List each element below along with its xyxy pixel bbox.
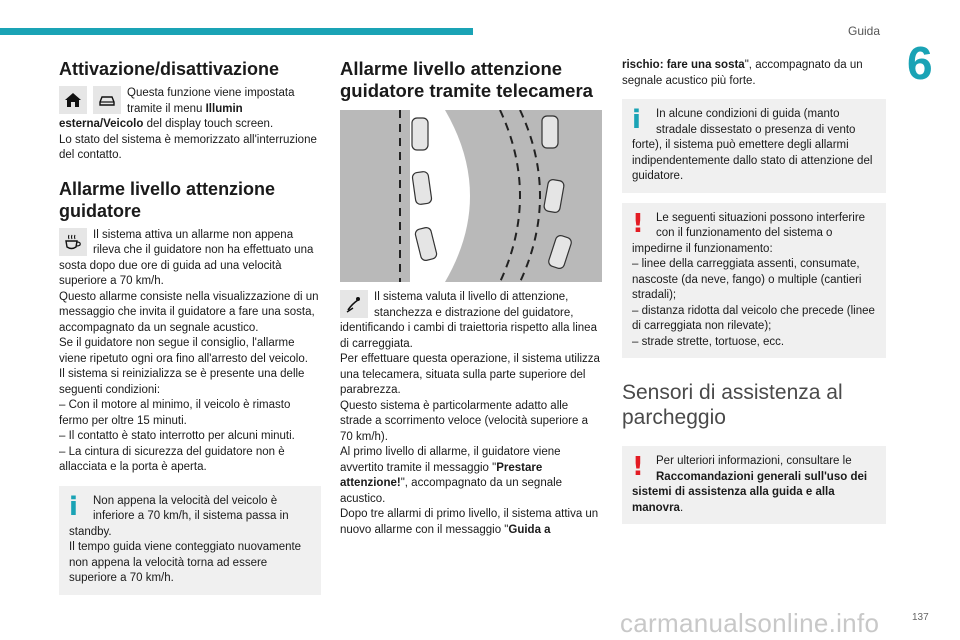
camera-text-1: Il sistema valuta il livello di attenzione, stanchezza e distrazione del guidatore, identificando i cambi di traiettoria rispetto alla linea di carreggiata. [340, 291, 597, 350]
reset-condition-3: – La cintura di sicurezza del guidatore non è allacciata e la porta è aperta. [59, 445, 285, 473]
warning-icon: ! [632, 208, 644, 239]
heading-parking-sensors: Sensori di assistenza al parcheggio [622, 381, 843, 429]
activation-text-post: del display touch screen. [143, 118, 274, 130]
warning-item-3: – strade strette, tortuose, ecc. [632, 335, 785, 348]
camera-alert-msg-2: Guida a [508, 523, 551, 536]
warning-note-sensors [622, 446, 886, 524]
activation-text-pre: Questa funzione viene impostata tramite il menu [127, 87, 295, 115]
reset-condition-1: – Con il motore al minimo, il veicolo è rimasto fermo per oltre 15 minuti. [59, 399, 291, 427]
chapter-number: 6 [907, 37, 933, 89]
warning-item-1: – linee della carreggiata assenti, consumate, nascoste (da neve, fango) o multiple (cantieri stradali); [632, 258, 862, 301]
heading-camera-alert: Allarme livello attenzione guidatore tramite telecamera [340, 58, 593, 101]
warning-intro: Le seguenti situazioni possono interferire con il funzionamento del sistema o impedirne il funzionamento: [632, 211, 866, 255]
steering-hand-icon [340, 290, 368, 318]
page-number: 137 [912, 612, 929, 623]
camera-text-2: Per effettuare questa operazione, il sistema utilizza una telecamera, situata sulla parte superiore del parabrezza. [340, 353, 600, 396]
info-note-standby [59, 486, 321, 595]
heading-driver-alert: Allarme livello attenzione guidatore [59, 178, 276, 221]
activation-memo: Lo stato del sistema è memorizzato all'interruzione del contatto. [59, 133, 317, 161]
warning-note-interference [622, 203, 886, 359]
driver-alert-reset: Il sistema si reinizializza se è presente una delle seguenti condizioni: [59, 368, 305, 396]
heading-activation: Attivazione/disattivazione [59, 59, 280, 79]
info-icon: i [632, 105, 641, 135]
warning-icon: ! [632, 452, 644, 482]
top-accent-bar [0, 28, 473, 35]
camera-alert-msg-2-cont: rischio: fare una sosta [622, 59, 745, 71]
camera-text-3: Questo sistema è particolarmente adatto alle strade a scorrimento veloce (velocità superiore a 70 km/h). [340, 399, 589, 443]
info-icon: i [69, 491, 78, 522]
info-note-conditions [622, 99, 886, 193]
coffee-cup-icon [59, 228, 87, 256]
info-note-text-2: Il tempo guida viene conteggiato nuovamente non appena la velocità torna ad essere superiore a 70 km/h. [69, 541, 302, 584]
car-lights-icon [93, 86, 121, 114]
camera-alert-msg-1: Prestare attenzione! [340, 461, 543, 489]
info-note-conditions-text: In alcune condizioni di guida (manto stradale dissestato o presenza di vento forte), il sistema può emettere degli allarmi indipendentemente dallo stato di attenzione del guidatore. [632, 108, 873, 182]
camera-text-4-pre: Al primo livello di allarme, il guidatore viene avvertito tramite il messaggio " [340, 446, 561, 474]
home-icon [59, 86, 87, 114]
reset-condition-2: – Il contatto è stato interrotto per alcuni minuti. [59, 430, 295, 442]
driver-alert-repeat: Se il guidatore non segue il consiglio, l'allarme viene ripetuto ogni ora fino all'arresto del veicolo. [59, 337, 308, 365]
watermark: carmanualsonline.info [620, 608, 880, 638]
camera-text-4-post: ", accompagnato da un segnale acustico. [340, 477, 563, 505]
column-2 [340, 58, 602, 538]
sensors-text-pre: Per ulteriori informazioni, consultare le [656, 455, 852, 467]
lane-camera-illustration [340, 110, 602, 282]
section-title: Guida [848, 24, 881, 38]
sensors-reference: Raccomandazioni generali sull'uso dei sistemi di assistenza alla guida e alla manovra [632, 470, 868, 514]
camera-text-5-pre: Dopo tre allarmi di primo livello, il sistema attiva un nuovo allarme con il messaggio " [340, 508, 599, 536]
driver-alert-text: Il sistema attiva un allarme non appena rileva che il guidatore non ha effettuato una sosta dopo due ore di guida ad una velocità superiore a 70 km/h. [59, 228, 314, 287]
activation-menu-path: Illumin esterna/Veicolo [59, 102, 243, 130]
info-note-text: Non appena la velocità del veicolo è inferiore a 70 km/h, il sistema passa in standby. [69, 494, 289, 538]
driver-alert-message: Questo allarme consiste nella visualizzazione di un messaggio che invita il guidatore a fare una sosta, accompagnato da un segnale acustico. [59, 290, 319, 334]
column-3 [622, 58, 886, 524]
column-1 [59, 58, 321, 595]
sensors-text-post: . [679, 501, 684, 514]
continuation-text: ", accompagnato da un segnale acustico più forte. [622, 59, 863, 87]
warning-item-2: – distanza ridotta dal veicolo che precede (linee di carreggiata non rilevate); [632, 304, 875, 332]
